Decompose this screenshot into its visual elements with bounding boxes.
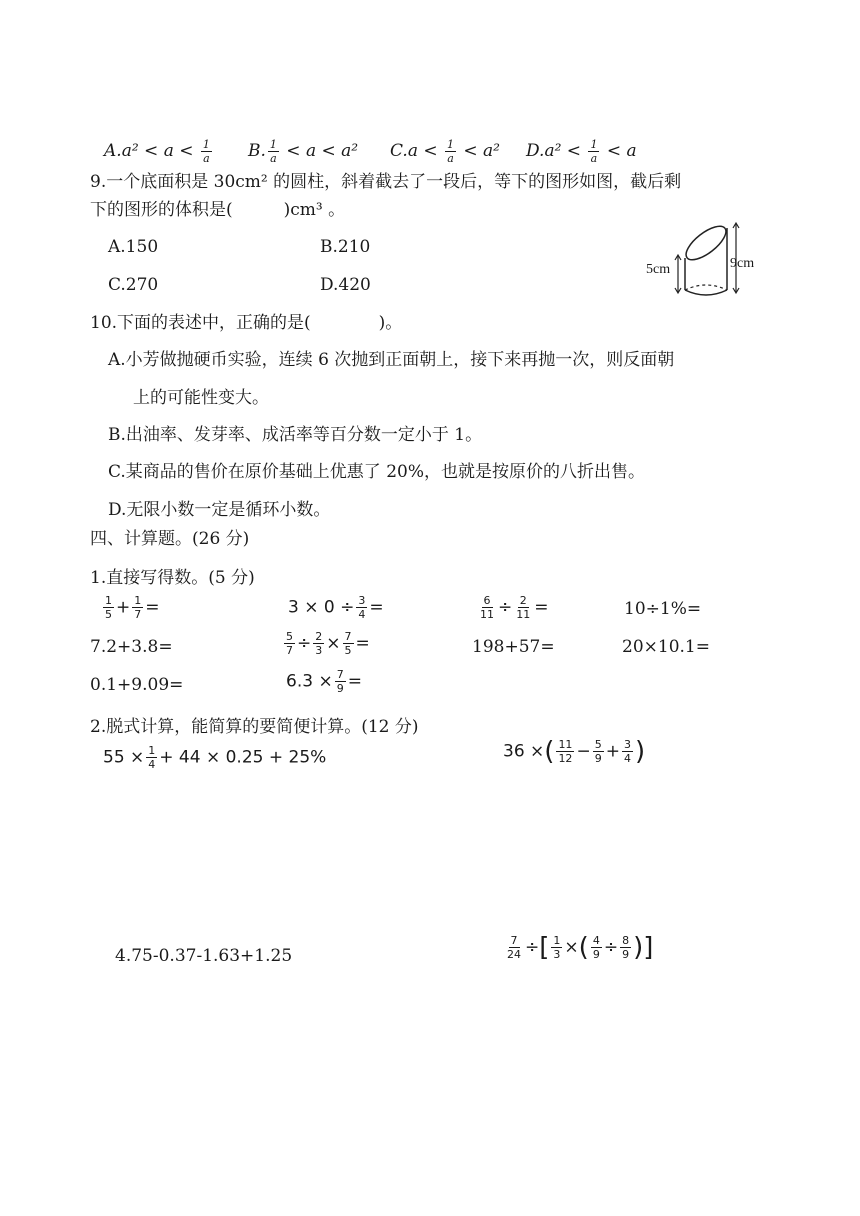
q9-option-a: A.150 [108,237,159,257]
direct-r1c4: 10÷1%= [624,599,702,619]
r2c2-n3: 7 [344,630,352,643]
r1c2-eq: = [369,597,384,618]
q8-d-frac [588,138,599,165]
q8-option-d [526,138,637,165]
q8-option-a [104,138,214,165]
q8-b-label: B. [248,141,266,161]
q9-option-c: C.270 [108,275,159,295]
e1-post: + 44 × 0.25 + 25% [159,747,327,768]
e2-n3: 3 [623,738,631,751]
q9-option-d: D.420 [320,275,371,295]
e2-op2: + [605,741,620,762]
r3c2-pre: 6.3 × [286,671,333,692]
q10-option-a-line1: A.小芳做抛硬币实验，连续 6 次抛到正面朝上，接下来再抛一次，则反面朝 [108,350,675,370]
q8-b-right: < a < a² [280,141,359,161]
r1c1-eq: = [145,597,160,618]
q10-stem: 10.下面的表述中，正确的是( )。 [90,313,403,333]
direct-r1c2 [288,594,384,621]
e1-d: 4 [148,758,156,771]
r2c2-d3: 5 [344,644,352,657]
q8-b-num: 1 [269,138,277,151]
e4-n2: 4 [592,934,600,947]
figure-height-left-label: 5cm [646,262,671,277]
r3c2-d: 9 [336,682,344,695]
direct-r1c3 [476,594,549,621]
e1-n: 1 [148,744,156,757]
e2-pre: 36 × [503,741,545,762]
e4-d3: 9 [622,948,630,961]
q10-option-b: B.出油率、发芽率、成活率等百分数一定小于 1。 [108,425,483,445]
e2-n2: 5 [594,738,602,751]
e4-op0: ÷ [525,937,540,958]
e4-op2: ÷ [603,937,619,958]
r1c3-n2: 2 [519,594,527,607]
q8-c-left: a < [407,141,443,161]
q10-option-c: C.某商品的售价在原价基础上优惠了 20%，也就是按原价的八折出售。 [108,462,645,482]
q8-b-den: a [270,152,277,165]
q8-d-left: a² < [544,141,587,161]
r1c2-pre: 3 × 0 ÷ [288,597,355,618]
direct-r3c2 [286,668,362,695]
e2-d1: 12 [558,752,573,765]
r3c2-eq: = [347,671,362,692]
e4-d1: 3 [553,948,561,961]
section4-sub1: 1.直接写得数。(5 分) [90,568,255,588]
r2c2-n1: 5 [286,630,293,643]
q8-option-c [390,138,500,165]
r1c2-n: 3 [358,594,366,607]
r2c2-d1: 7 [286,644,293,657]
e4-d2: 9 [592,948,600,961]
e2-d2: 9 [594,752,602,765]
q10-option-d: D.无限小数一定是循环小数。 [108,500,331,520]
q8-d-label: D. [526,141,545,161]
section4-sub2: 2.脱式计算，能简算的要简便计算。(12 分) [90,717,419,737]
q8-a-den: a [203,152,210,165]
figure-height-right-label: 9cm [730,256,755,271]
e4-n0: 7 [510,934,518,947]
direct-r2c2 [282,630,370,657]
stepcalc-e2: 36 ×( $\frac{11}{12}$ − $\frac{5}{9}$ + $\frac{3}{4}$ ) [503,736,646,767]
r1c3-eq: = [534,597,549,618]
section4-title: 四、计算题。(26 分) [90,529,250,549]
r1c3-d2: 11 [516,608,531,621]
r1c1-n2: 1 [134,594,142,607]
q8-d-den: a [590,152,598,165]
q8-a-frac [201,138,212,165]
r1c2-d: 4 [358,608,366,621]
r1c3-op: ÷ [498,597,513,618]
q8-c-num: 1 [447,138,454,151]
r2c2-op1: ÷ [297,633,312,654]
q9-line2: 下的图形的体积是( )cm³ 。 [90,200,346,220]
r1c1-n1: 1 [105,594,112,607]
r2c2-n2: 2 [315,630,323,643]
e1-pre: 55 × [103,747,145,768]
q10-option-a-line2: 上的可能性变大。 [133,388,269,408]
e2-op1: − [576,741,591,762]
e4-n3: 8 [622,934,630,947]
e4-op1: × [564,937,579,958]
q9-line1: 9.一个底面积是 30cm² 的圆柱，斜着截去了一段后，等下的图形如图，截后剩 [90,172,682,192]
stepcalc-e1 [103,744,326,771]
cut-cylinder-figure [644,218,770,302]
r1c1-op: + [116,597,131,618]
q8-c-den: a [447,152,454,165]
r1c3-n1: 6 [483,594,491,607]
q8-option-b [248,138,358,165]
r3c2-n: 7 [336,668,344,681]
q8-a-label: A. [104,141,122,161]
stepcalc-e4: $\frac{7}{24}$ ÷[ $\frac{1}{3}$ ×( $\frac{4}{9}$ ÷ $\frac{8}{9}$ )] [507,932,654,963]
q8-b-frac [268,138,279,165]
r2c2-eq: = [355,633,370,654]
q9-option-b: B.210 [320,237,371,257]
e4-d0: 24 [507,948,521,961]
direct-r2c4: 20×10.1= [622,637,710,657]
q8-d-right: < a [601,141,637,161]
e4-n1: 1 [553,934,561,947]
q8-d-num: 1 [590,138,598,151]
q8-a-num: 1 [202,138,210,151]
q8-c-label: C. [390,141,408,161]
r1c3-d1: 11 [480,608,494,621]
q8-a-left: a² < a < [121,141,199,161]
r2c2-op2: × [326,633,341,654]
stepcalc-e3: 4.75-0.37-1.63+1.25 [115,946,293,966]
direct-r1c1 [101,594,160,621]
e2-n1: 11 [558,738,573,751]
r1c1-d2: 7 [134,608,142,621]
direct-r2c3: 198+57= [472,637,555,657]
direct-r2c1: 7.2+3.8= [90,637,173,657]
r2c2-d2: 3 [315,644,323,657]
r1c1-d1: 5 [105,608,112,621]
direct-r3c1: 0.1+9.09= [90,675,184,695]
e2-d3: 4 [623,752,631,765]
q8-c-right: < a² [458,141,501,161]
q8-c-frac [445,138,456,165]
